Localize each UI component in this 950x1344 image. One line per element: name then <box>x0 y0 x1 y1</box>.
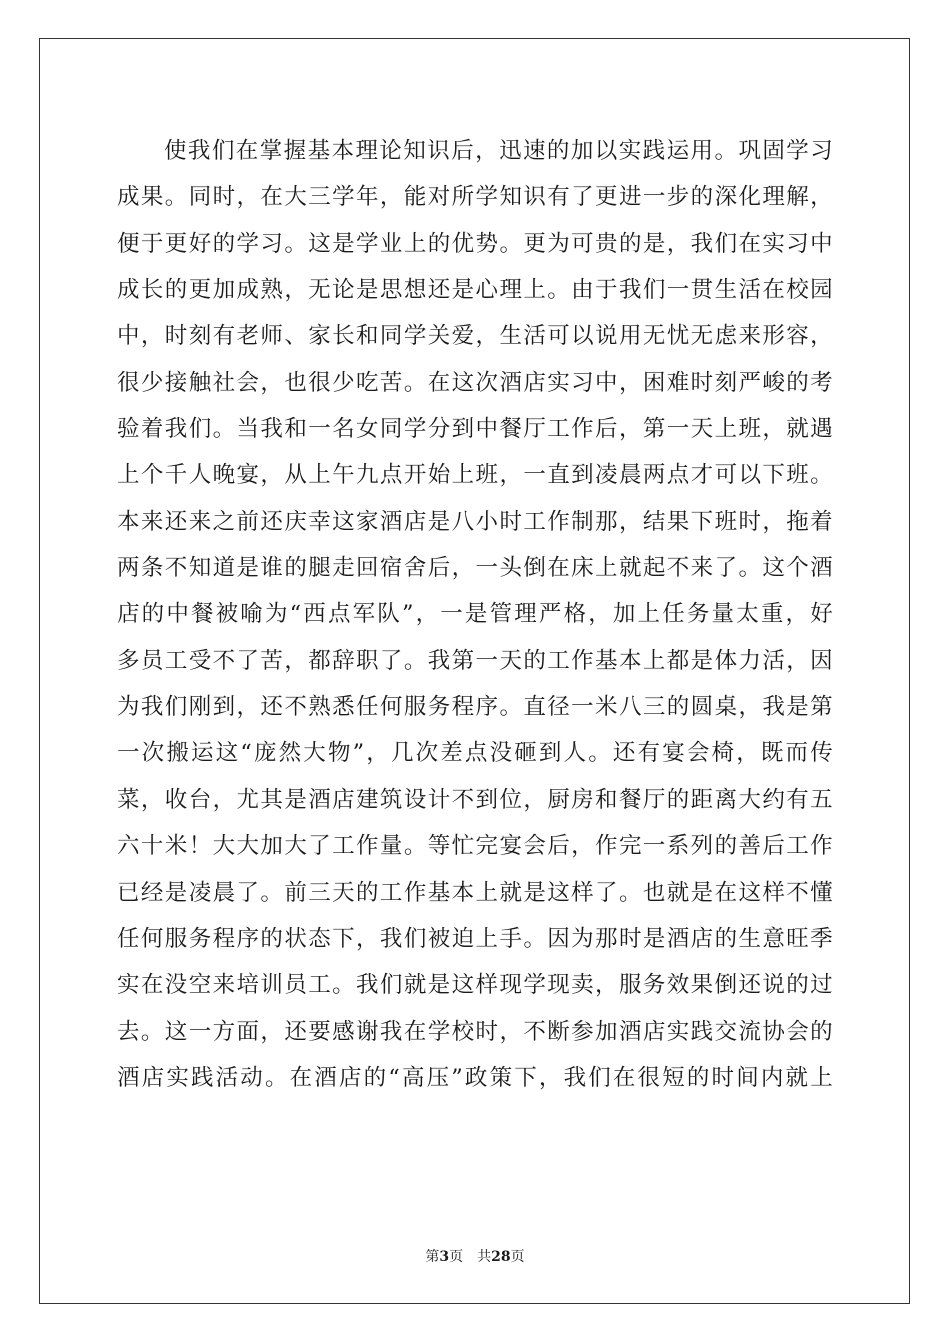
text-line: 任何服务程序的状态下，我们被迫上手。因为那时是酒店的生意旺季 <box>117 925 833 952</box>
text-line: 成长的更加成熟，无论是思想还是心理上。由于我们一贯生活在校园 <box>117 277 833 304</box>
text-line: 实在没空来培训员工。我们就是这样现学现卖，服务效果倒还说的过 <box>117 972 833 999</box>
text-line: 六十米！大大加大了工作量。等忙完宴会后，作完一系列的善后工作 <box>117 833 833 860</box>
current-page-number: 3 <box>439 1249 450 1265</box>
text-line: 酒店实践活动。在酒店的“高压”政策下，我们在很短的时间内就上 <box>117 1064 833 1091</box>
total-page-count: 28 <box>491 1249 511 1265</box>
text-line: 上个千人晚宴，从上午九点开始上班，一直到凌晨两点才可以下班。 <box>117 462 833 489</box>
text-line: 店的中餐被喻为“西点军队”，一是管理严格，加上任务量太重，好 <box>117 601 833 628</box>
text-line: 为我们刚到，还不熟悉任何服务程序。直径一米八三的圆桌，我是第 <box>117 694 833 721</box>
text-line: 本来还来之前还庆幸这家酒店是八小时工作制那，结果下班时，拖着 <box>117 508 833 535</box>
text-line: 使我们在掌握基本理论知识后，迅速的加以实践运用。巩固学习 <box>164 138 833 164</box>
total-suffix: 页 <box>510 1249 525 1265</box>
text-line: 已经是凌晨了。前三天的工作基本上就是这样了。也就是在这样不懂 <box>117 879 833 906</box>
page-suffix: 页 <box>449 1249 464 1265</box>
body-paragraph <box>117 128 833 1101</box>
page-prefix: 第 <box>425 1249 440 1265</box>
text-line: 成果。同时，在大三学年，能对所学知识有了更进一步的深化理解， <box>117 184 833 211</box>
text-line: 两条不知道是谁的腿走回宿舍后，一头倒在床上就起不来了。这个酒 <box>117 555 833 582</box>
text-line: 去。这一方面，还要感谢我在学校时，不断参加酒店实践交流协会的 <box>117 1018 833 1045</box>
total-prefix: 共 <box>477 1249 492 1265</box>
text-line: 一次搬运这“庞然大物”，几次差点没砸到人。还有宴会椅，既而传 <box>117 740 833 767</box>
text-line: 菜，收台，尤其是酒店建筑设计不到位，厨房和餐厅的距离大约有五 <box>117 786 833 813</box>
text-line: 便于更好的学习。这是学业上的优势。更为可贵的是，我们在实习中 <box>117 230 833 257</box>
text-line: 验着我们。当我和一名女同学分到中餐厅工作后，第一天上班，就遇 <box>117 416 833 443</box>
page-footer <box>0 1247 950 1267</box>
text-line: 很少接触社会，也很少吃苦。在这次酒店实习中，困难时刻严峻的考 <box>117 369 833 396</box>
text-line: 中，时刻有老师、家长和同学关爱，生活可以说用无忧无虑来形容， <box>117 323 833 350</box>
text-line: 多员工受不了苦，都辞职了。我第一天的工作基本上都是体力活，因 <box>117 647 833 674</box>
